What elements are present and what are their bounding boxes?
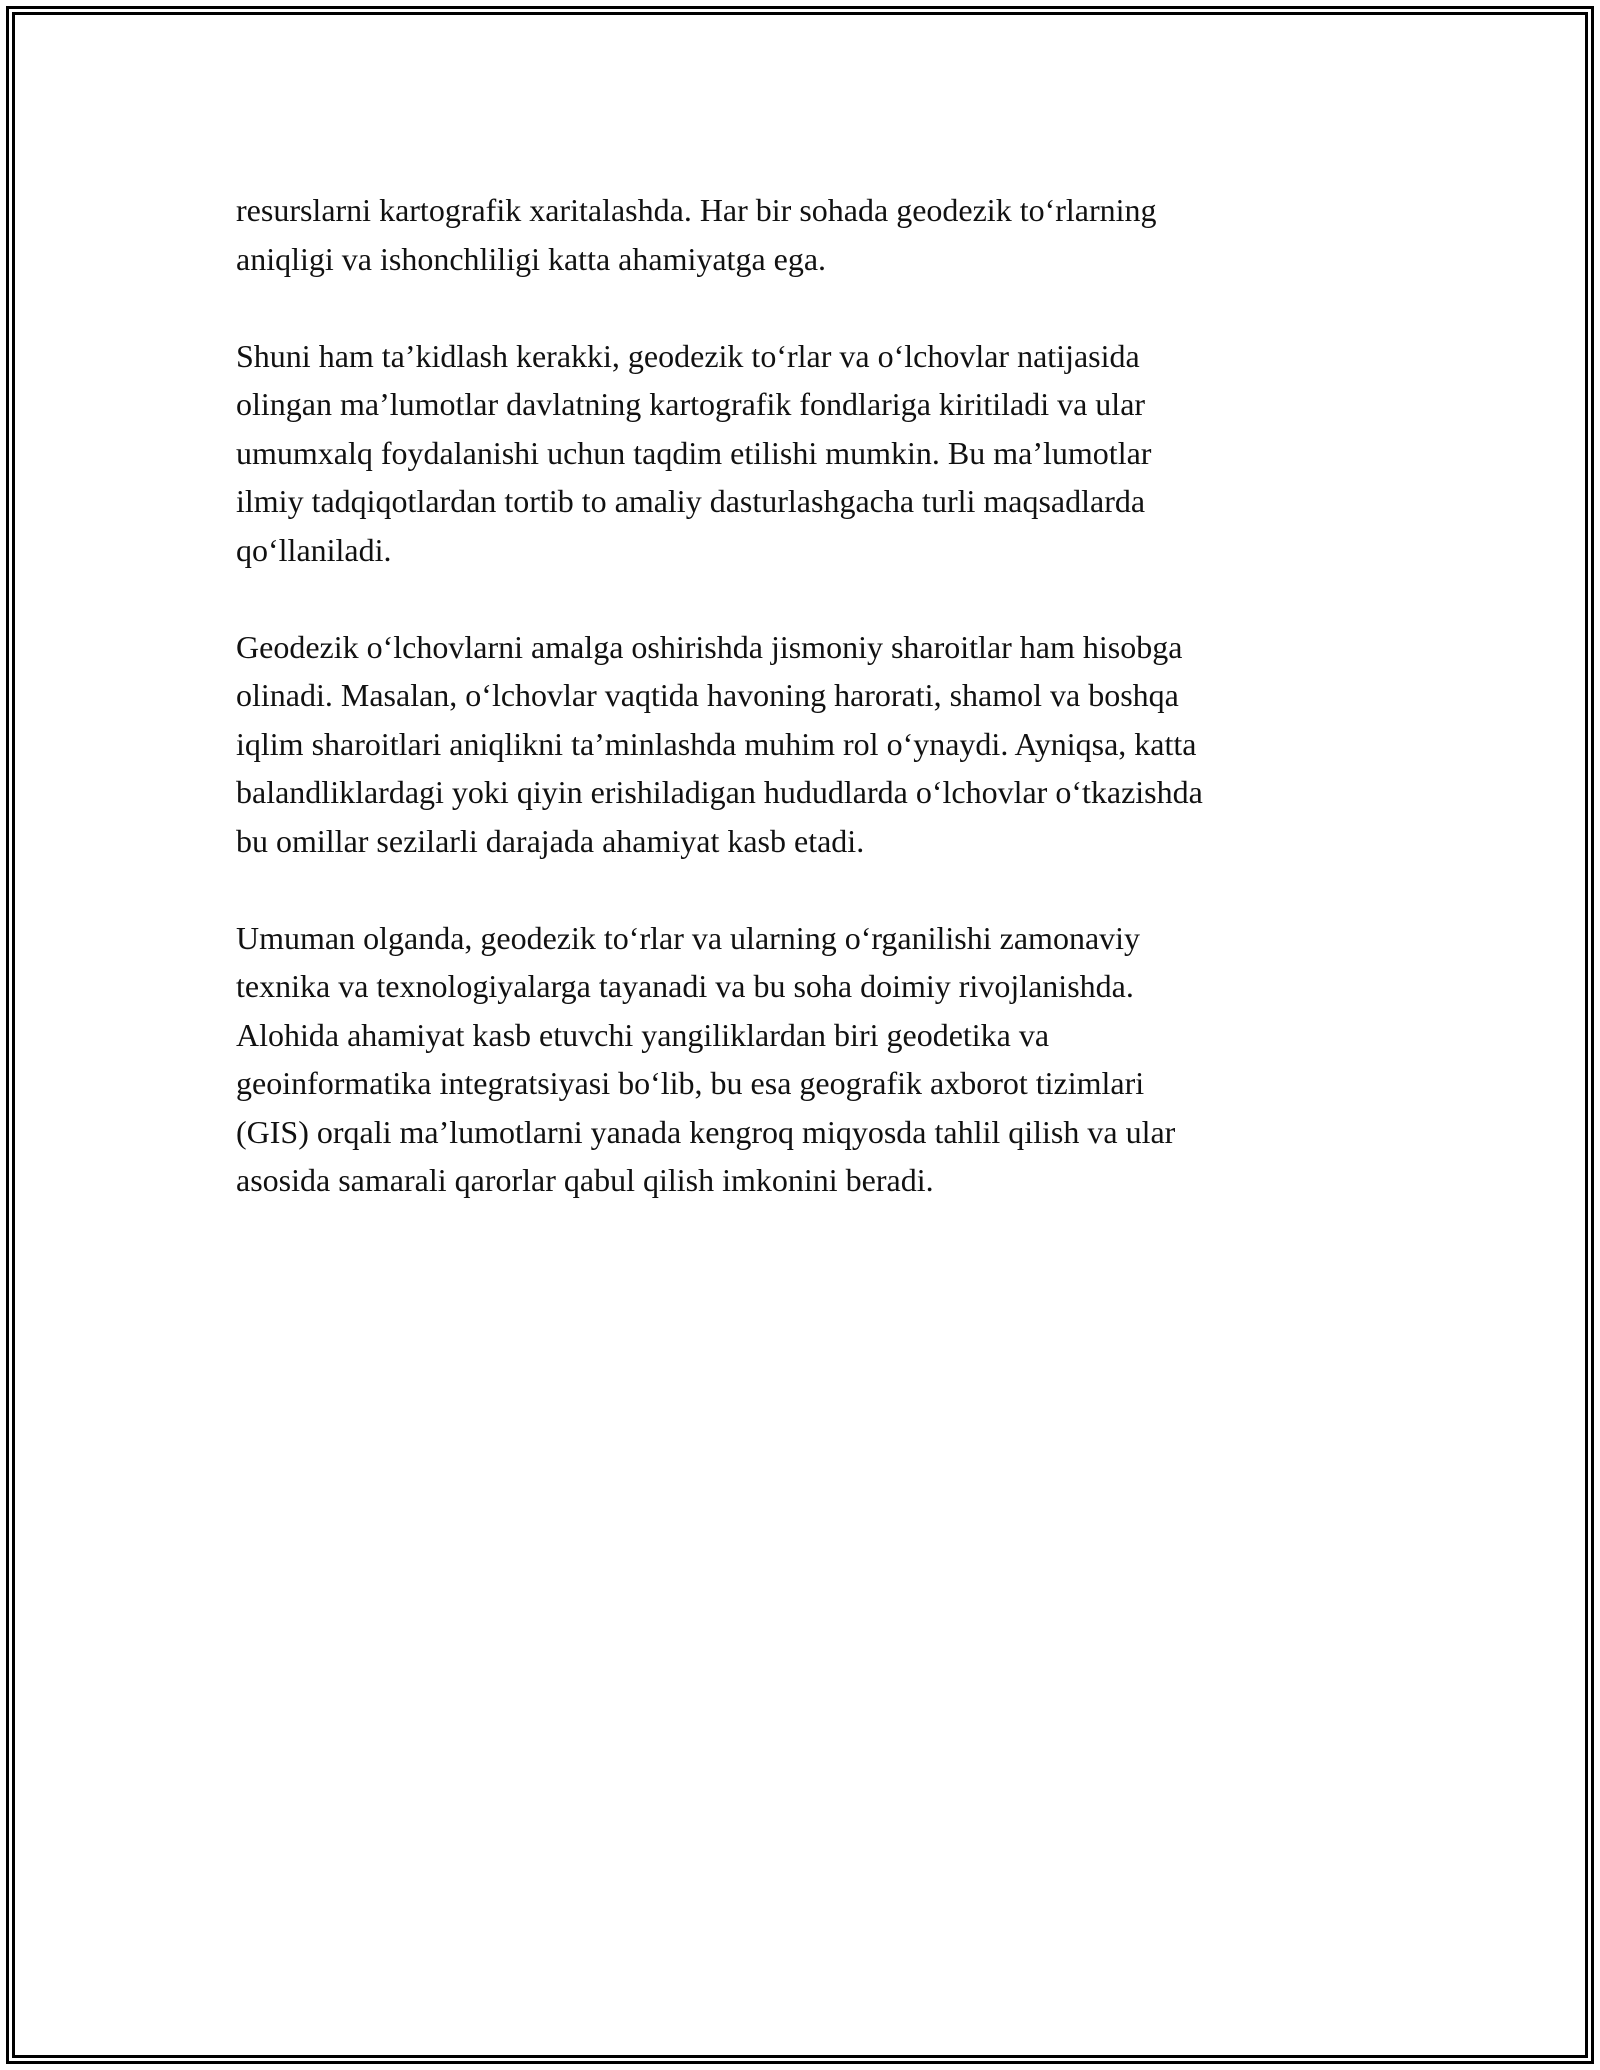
paragraph-1: resurslarni kartografik xaritalashda. Har bir sohada geodezik to‘rlarning aniqligi va ishonchliligi katta ahamiyatga ega. xyxy=(236,192,1157,277)
paragraph-3: Geodezik o‘lchovlarni amalga oshirishda jismoniy sharoitlar ham hisobga olinadi. Masalan, o‘lchovlar vaqtida havoning harorati, shamol va boshqa iqlim sharoitlari aniqlikni ta’minlashda muhim rol o‘ynaydi. Ayniqsa, katta balandliklardagi yoki qiyin erishiladigan hududlarda o‘lchovlar o‘tkazishda bu omillar sezilarli darajada ahamiyat kasb etadi. xyxy=(236,628,1203,859)
document-body xyxy=(236,186,1366,1205)
paragraph-4: Umuman olganda, geodezik to‘rlar va ularning o‘rganilishi zamonaviy texnika va texnologiyalarga tayanadi va bu soha doimiy rivojlanishda. Alohida ahamiyat kasb etuvchi yangiliklardan biri geodetika va geoinformatika integratsiyasi bo‘lib, bu esa geografik axborot tizimlari (GIS) orqali ma’lumotlarni yanada kengroq miqyosda tahlil qilish va ular asosida samarali qarorlar qabul qilish imkonini beradi. xyxy=(236,919,1176,1198)
paragraph-2: Shuni ham ta’kidlash kerakki, geodezik to‘rlar va o‘lchovlar natijasida olingan ma’lumotlar davlatning kartografik fondlariga kiritiladi va ular umumxalq foydalanishi uchun taqdim etilishi mumkin. Bu ma’lumotlar ilmiy tadqiqotlardan tortib to amaliy dasturlashgacha turli maqsadlarda qo‘llaniladi. xyxy=(236,337,1152,568)
